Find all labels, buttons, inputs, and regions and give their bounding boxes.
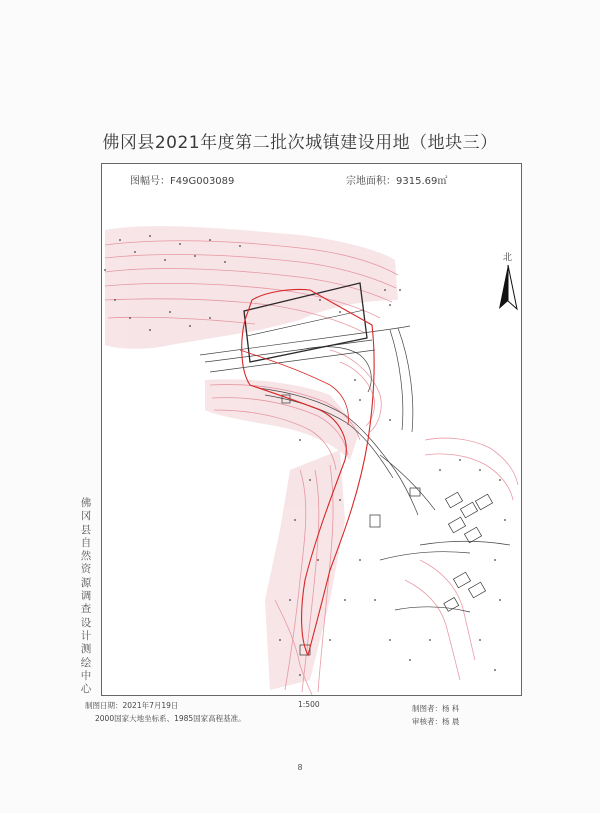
north-arrow-icon	[493, 247, 523, 327]
terrain-shading	[105, 226, 398, 690]
map-sheet-number: 图幅号：F49G003089	[130, 176, 235, 187]
page-number: 8	[297, 763, 303, 772]
surveying-center-label: 佛冈县自然资源调查设计测绘中心	[80, 497, 92, 696]
parcel-area: 宗地面积：9315.69㎡	[346, 176, 448, 187]
coordinate-system-note: 2000国家大地坐标系、1985国家高程基准。	[95, 714, 246, 723]
drawing-date: 制图日期：2021年7月19日	[85, 701, 179, 710]
drafter-label: 制图者：杨 科	[412, 704, 460, 713]
map-title: 佛冈县2021年度第二批次城镇建设用地（地块三）	[102, 133, 498, 153]
map-scale: 1:500	[298, 700, 320, 709]
reviewer-label: 审核者：杨 晨	[412, 717, 460, 726]
terrain-lines	[200, 326, 510, 612]
north-label: 北	[503, 253, 513, 263]
